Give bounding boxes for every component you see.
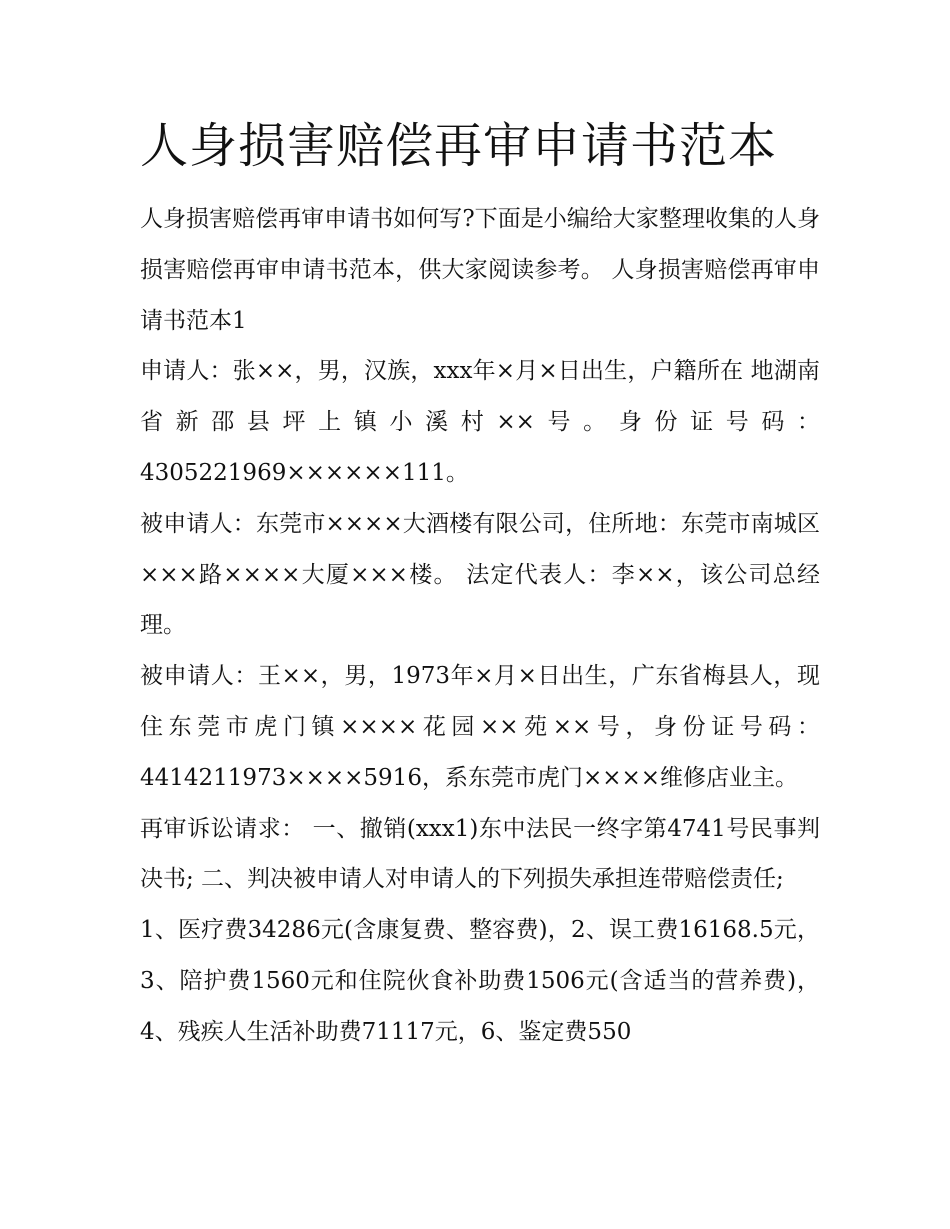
paragraph-respondent-company: 被申请人：东莞市××××大酒楼有限公司，住所地：东莞市南城区×××路××××大厦×××楼。 法定代表人：李××，该公司总经理。 (140, 510, 820, 639)
paragraph-retrial-claims: 再审诉讼请求： 一、撤销(xxx1)东中法民一终字第4741号民事判决书; 二、判决被申请人对申请人的下列损失承担连带赔偿责任; (140, 815, 820, 893)
paragraph-respondent-person: 被申请人：王××，男，1973年×月×日出生，广东省梅县人，现住东莞市虎门镇××××花园××苑××号，身份证号码：4414211973××××5916，系东莞市虎门××××维修店业主。 (140, 663, 820, 791)
document-title: 人身损害赔偿再审申请书范本 (140, 118, 778, 174)
paragraph-intro: 人身损害赔偿再审申请书如何写?下面是小编给大家整理收集的人身损害赔偿再审申请书范本，供大家阅读参考。 人身损害赔偿再审申请书范本1 (140, 206, 820, 334)
document-body (140, 194, 820, 1058)
paragraph-applicant: 申请人：张××，男，汉族，xxx年×月×日出生，户籍所在 地湖南省新邵县坪上镇小溪村××号。身份证号码：4305221969××××××111。 (140, 358, 820, 486)
paragraph-compensation-items: 1、医疗费34286元(含康复费、整容费)，2、误工费16168.5元，3、陪护费1560元和住院伙食补助费1506元(含适当的营养费)，4、残疾人生活补助费71117元，6、鉴定费550 (140, 917, 820, 1045)
document-page (140, 110, 820, 1058)
